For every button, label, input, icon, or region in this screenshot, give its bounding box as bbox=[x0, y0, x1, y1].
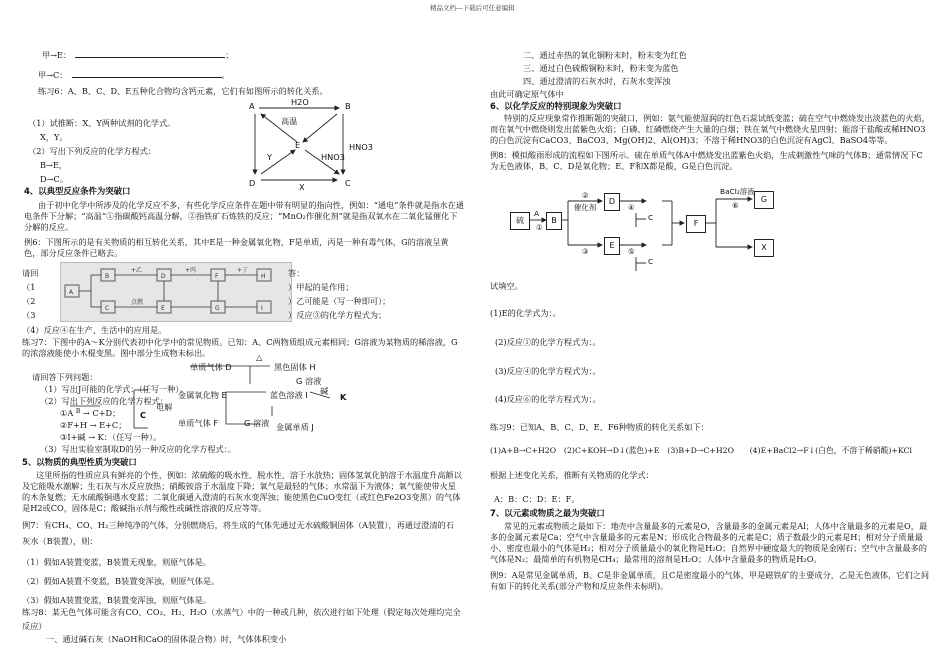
node-c: C bbox=[345, 178, 351, 188]
section-5-paragraph: 这里所指的性质应具有鲜亮的个性，例如：浓硫酸的吸水性、脱水性、溶于水放热；固体氢氧化钠溶于水温度升高额以及它能吸水潮解；生石灰与水反应放热；硝酸铵溶于水温度下降；氧气是最轻的气体；水常温下为液体；氧气能使带火星的木条复燃；无水硫酸铜遇水变蓝；二氧化碳通入澄清的石灰水变浑浊；能使黑色CuO变红（或红色Fe2O3变黑）的气体是H2或CO，固体是C；酸碱指示剂与酸性或碱性溶液的反应等等。 bbox=[22, 470, 462, 514]
exercise-9-answers: A：B：C：D：E：F。 bbox=[494, 494, 580, 504]
ex7-r3: ③I+碱 → K：（任写一种）。 bbox=[60, 432, 162, 442]
question-4: (4)反应⑥的化学方程式为：。 bbox=[495, 394, 601, 404]
q-lead: 答： bbox=[288, 268, 305, 278]
label-c1: C bbox=[648, 213, 654, 222]
section-7-paragraph: 常见的元素或物质之最如下：地壳中含量最多的元素是O，含量最多的金属元素是Al；人体中含量最多的元素是O，最多的金属元素是Ca；空气中含量最多的元素是N；形成化合物最多的元素是C；质子数最少的元素是H；相对分子质量最小、密度也最小的气体是H₂；相对分子质量最小的氧化物是H₂O；自然界中硬度最大的物质是金刚石；空气中含量最多的气体是N₂；最简单的有机物是CH₄；最常用的溶剂是H₂O；人体中含量最多的物质是H₂O。 bbox=[490, 521, 928, 565]
exercise-9-equations: (1)A+B→C+H2O (2)C+KOH→D↓(蓝色)+E (3)B+D→C+H2O (4)E+BaCl2→F↓(白色，不溶于稀硝酸)+KCl bbox=[490, 446, 913, 455]
label-hno3: HNO3 bbox=[349, 142, 373, 152]
step-6: ⑥ bbox=[732, 201, 739, 210]
ex7-r1: ①A $^B$ → C+D； bbox=[60, 408, 121, 418]
ex7-q2: （2）写出下列反应的化学方程式： bbox=[40, 396, 169, 406]
ex7-q3: （3）写出实验室制取D的另一种反应的化学方程式：。 bbox=[40, 444, 236, 454]
node-h7: 黑色固体 H bbox=[274, 362, 316, 372]
acid-rain-arrows bbox=[508, 185, 778, 275]
node-f7: 单质气体 F bbox=[178, 418, 219, 428]
section-7-heading: 7、以元素或物质之最为突破口 bbox=[490, 508, 605, 518]
exercise-9-prompt: 根据上述变化关系，推断有关物质的化学式： bbox=[490, 470, 654, 480]
svg-text:点燃: 点燃 bbox=[131, 299, 144, 306]
text-line: 甲→E： ； bbox=[42, 50, 234, 60]
section-5-heading: 5、以物质的典型性质为突破口 bbox=[22, 457, 137, 467]
exercise-7: 练习7：下图中的A～K分别代表初中化学中的常见物质。已知：A、C两物质组成元素相同；G溶液为某物质的稀溶液，G的浓溶液能使小木棍变黑。图中部分生成物未标出。 bbox=[22, 337, 458, 359]
node-d: D bbox=[249, 178, 256, 188]
label-gaowen: 高温 bbox=[281, 116, 298, 126]
question-1: (1)E的化学式为：。 bbox=[490, 308, 561, 318]
text-line: 甲→C： 。 bbox=[38, 70, 230, 80]
node-b: B bbox=[345, 101, 351, 111]
example-9: 例9：A是常见金属单质，B、C是非金属单质，且C是密度最小的气体，甲是磁铁矿的主要成分，乙是无色液体，它们之间有如下的转化关系(部分产物和反应条件未标明)。 bbox=[490, 570, 930, 592]
q-line: B→E， bbox=[40, 160, 68, 170]
q-line: （2）写出下列反应的化学方程式： bbox=[28, 146, 157, 156]
label-g1: G 溶液 bbox=[296, 376, 322, 386]
treatment-step-3: 三、通过白色硫酸铜粉末时，粉末变为蓝色 bbox=[523, 63, 679, 73]
reaction-diagram-ex6 bbox=[60, 262, 292, 322]
ex7-q: 请回答下列问题： bbox=[32, 372, 98, 382]
exercise-8: 练习8：某无色气体可能含有CO、CO₂、H₂、H₂O（水蒸气）中的一种或几种，依次进行如下处理（假定每次处理均完全反应） bbox=[22, 607, 461, 631]
svg-text:G: G bbox=[215, 305, 220, 312]
fill-in: 试填空。 bbox=[490, 281, 523, 291]
question-2: (2)反应①的化学方程式为：。 bbox=[495, 337, 601, 347]
svg-text:C: C bbox=[105, 305, 110, 312]
example-7: 例7：有CH₄、CO、H₂三种纯净的气体，分别燃烧后，将生成的气体先通过无水硫酸铜固体（A装置），再通过澄清的石灰水（B装置），则： bbox=[22, 520, 454, 546]
svg-text:H: H bbox=[261, 273, 266, 280]
svg-text:+乙: +乙 bbox=[131, 267, 143, 274]
node-j7: 金属单质 J bbox=[276, 422, 314, 432]
ex7-r2: ②F+H → E+C； bbox=[60, 420, 127, 430]
treatment-step-1: 一、通过碱石灰（NaOH和CaO的固体混合物）时，气体体积变小 bbox=[46, 634, 287, 644]
node-e8: E bbox=[604, 237, 620, 255]
section-4-heading: 4、以典型反应条件为突破口 bbox=[24, 186, 131, 196]
q-lead: （3 bbox=[22, 310, 36, 320]
q-lead: 请回 bbox=[22, 268, 39, 278]
diagram-ex6-lines bbox=[61, 263, 291, 321]
label-tri: △ bbox=[256, 352, 263, 362]
node-d8: D bbox=[604, 193, 620, 211]
label-c2: C bbox=[648, 257, 654, 266]
label-dianjie: 电解 bbox=[156, 402, 173, 412]
step-3: ③ bbox=[582, 247, 589, 256]
node-e7: 金属氧化物 E bbox=[178, 390, 227, 400]
node-d7: 单质气体 D bbox=[190, 362, 232, 372]
answer-line: （3）假如A装置变蓝，B装置变浑浊，则原气体是。 bbox=[22, 595, 212, 605]
answer-line: （1）假如A装置变蓝，B装置无现象，则原气体是。 bbox=[22, 557, 212, 567]
exercise-6: 练习6：A、B、C、D、E五种化合物均含钙元素，它们有如图所示的转化关系。 bbox=[38, 86, 328, 96]
q-line: X，Y。 bbox=[40, 132, 68, 142]
ex7-q1: （1）写出J可能的化学式：（任写一种）。 bbox=[40, 384, 188, 394]
treatment-step-2: 二、通过赤热的氧化铜粉末时，粉末变为红色 bbox=[523, 50, 687, 60]
svg-text:+丁: +丁 bbox=[237, 267, 249, 274]
example-6: 例6：下图所示的是有关物质的相互转化关系，其中E是一种金属氧化物，F是单质，丙是一种有毒气体，G的溶液呈黄色，部分反应条件已略去。 bbox=[24, 237, 449, 259]
label-cat: 催化剂 bbox=[574, 203, 597, 212]
q-text: ）甲起的是作用； bbox=[288, 282, 354, 292]
node-e: E bbox=[295, 140, 301, 150]
svg-text:I: I bbox=[261, 305, 263, 312]
label-hno3-2: HNO3 bbox=[321, 152, 345, 162]
svg-text:+丙: +丙 bbox=[185, 267, 197, 274]
node-b8: B bbox=[546, 212, 562, 230]
treatment-step-4: 四、通过澄清的石灰水时，石灰水变浑浊 bbox=[523, 76, 671, 86]
q-lead: （2 bbox=[22, 296, 36, 306]
label-g2: G 溶液 bbox=[244, 418, 270, 428]
label-x: X bbox=[299, 182, 305, 192]
section-4-paragraph: 由于初中化学中所涉及的化学反应不多，有些化学反应条件在题中带有明显的指向性，例如：“通电”条件就是指水在通电条件下分解；“高温”①指碳酸钙高温分解，②指铁矿石炼铁的反应；“MnO₂作催化剂”就是指双氧水在二氧化锰催化下分解的反应。 bbox=[24, 200, 464, 233]
question-3: (3)反应④的化学方程式为：。 bbox=[495, 366, 601, 376]
page-header: 精品文档---下载后可任意编辑 bbox=[430, 4, 515, 12]
q-text: ）乙可能是（写一种即可）； bbox=[288, 296, 391, 306]
q-line: （1）试推断：X、Y两种试剂的化学式。 bbox=[28, 118, 176, 128]
label-jian: 碱 bbox=[320, 386, 329, 396]
exercise-9: 练习9：已知A、B、C、D、E、F6种物质的转化关系如下： bbox=[490, 422, 709, 432]
step-5: ⑤ bbox=[628, 247, 635, 256]
svg-text:D: D bbox=[161, 273, 166, 280]
label-y: Y bbox=[267, 152, 273, 162]
step-1: ① bbox=[536, 223, 543, 232]
label-h2o: H2O bbox=[291, 97, 309, 107]
node-x8: X bbox=[754, 239, 774, 257]
node-k7: K bbox=[340, 392, 347, 402]
node-f8: F bbox=[686, 215, 706, 233]
step-4: ④ bbox=[628, 203, 635, 212]
svg-text:B: B bbox=[105, 273, 110, 280]
svg-text:A: A bbox=[69, 289, 74, 296]
node-c7: C bbox=[140, 410, 147, 420]
answer-line: （2）假如A装置不变蓝，B装置变浑浊，则原气体是。 bbox=[22, 576, 220, 586]
node-g8: G bbox=[754, 191, 774, 209]
q-text: （4）反应④在生产、生活中的应用是。 bbox=[22, 325, 167, 335]
conclusion-line: 由此可确定原气体中 bbox=[490, 89, 564, 99]
step-2: ② bbox=[582, 191, 589, 200]
q-line: D→C。 bbox=[40, 174, 68, 184]
node-sulfur: 硫 bbox=[510, 212, 530, 230]
reaction-diagram-6 bbox=[245, 97, 373, 192]
label-a: A bbox=[534, 209, 540, 218]
svg-text:E: E bbox=[161, 305, 165, 312]
label-bacl2: BaCl₂溶液 bbox=[720, 187, 755, 196]
node-i7: 蓝色溶液 I bbox=[270, 390, 308, 400]
svg-text:F: F bbox=[215, 273, 219, 280]
q-text: ）反应③的化学方程式为； bbox=[288, 310, 387, 320]
acid-rain-flow-diagram bbox=[508, 185, 778, 275]
example-8: 例8：模拟酸雨形成的流程如下图所示。硫在单质气体A中燃烧发出蓝紫色火焰，生成刺激性气味的气体B；通常情况下C为无色液体，B、C、D是氧化物；E、F和X都是酸，G是白色沉淀。 bbox=[490, 150, 923, 172]
section-6-heading: 6、以化学反应的特别现象为突破口 bbox=[490, 101, 622, 111]
section-6-paragraph: 特别的反应现象常作推断题的突破口，例如：氨气能使湿润的红色石蕊试纸变蓝；硫在空气中燃烧发出淡蓝色的火焰，而在氧气中燃烧则发出蓝紫色火焰；白磷、红磷燃烧产生大量的白烟；铁在氧气中燃烧火星四射；能溶于盐酸或稀HNO3的白色沉淀有CaCO3、BaCO3、Mg(OH)2、Al(OH)3；不溶于稀HNO3的白色沉淀有AgCl、BaSO4等等。 bbox=[490, 113, 930, 146]
q-lead: （1 bbox=[22, 282, 36, 292]
node-a: A bbox=[249, 101, 255, 111]
